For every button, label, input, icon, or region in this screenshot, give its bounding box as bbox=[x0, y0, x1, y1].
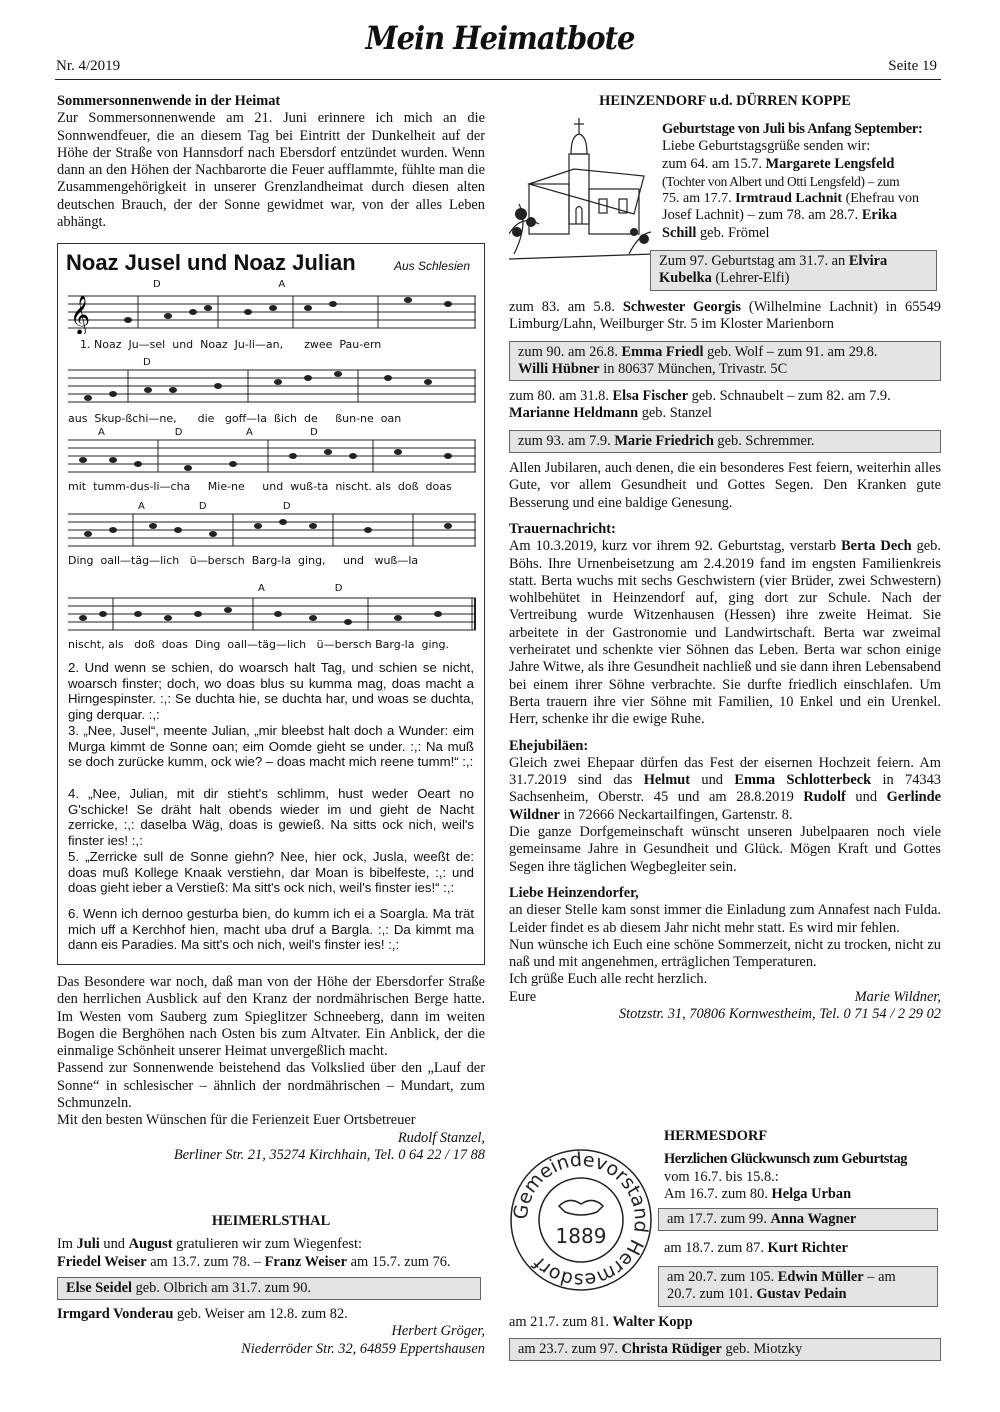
verse-4: 4. „Nee, Julian, mit dir stieht's schlimm, hust weder Oeart no G'schicke! Se dräht halt obends wieder im und gieht de Nacht zerricke, :,: daselba Wäg, doas is gewieß. Na sitts ock nich, weil's finster ies! :,: bbox=[68, 786, 474, 848]
after-song-section bbox=[57, 974, 485, 1164]
birthdays-line-4: Josef Lachnit) – zum 78. am 28.7. Erika bbox=[662, 207, 898, 224]
song-line-4: Ding oall—täg—lich ü—bersch Barg-la ging, und wuß—la bbox=[68, 554, 419, 567]
signature-address-3: Stotzstr. 31, 70806 Kornwestheim, Tel. 0 71 54 / 2 29 02 bbox=[618, 1005, 941, 1022]
after-paragraph-2: Passend zur Sonnenwende beistehend das Volkslied über den „Lauf der Sonne“ in schlesischer – ähnlich der nordmährischen – Mundart, zum Schmunzeln. bbox=[57, 1060, 485, 1112]
song-source: Aus Schlesien bbox=[393, 259, 470, 273]
heimerlsthal-line: Friedel Weiser am 13.7. zum 78. – Franz Weiser am 15.7. zum 76. bbox=[57, 1253, 451, 1270]
song-line-5: nischt, als doß doas Ding oall—täg—lich ü—bersch Barg-la ging. bbox=[68, 638, 449, 651]
after-paragraph-3: Mit den besten Wünschen für die Ferienzeit Euer Ortsbetreuer bbox=[57, 1112, 416, 1129]
seal-year: 1889 bbox=[555, 1224, 607, 1248]
hermesdorf-highlight-1: am 17.7. zum 99. Anna Wagner bbox=[658, 1208, 938, 1231]
hermesdorf-kopp: am 21.7. zum 81. Walter Kopp bbox=[509, 1314, 693, 1330]
ehe-text-2: Die ganze Dorfgemeinschaft wünscht unseren Jubelpaaren noch viele gemeinsame Jahre in Gesundheit und Glück. Mögen Kraft und Gottes Segen ihre täglichen Wegbegleiter sein. bbox=[509, 824, 941, 875]
ehe-title: Ehejubiläen: bbox=[509, 737, 589, 754]
chords-5: A D bbox=[258, 583, 343, 594]
song-box bbox=[57, 243, 485, 965]
hermesdorf-range: vom 16.7. bis 15.8.: bbox=[664, 1168, 779, 1185]
verse-5: 5. „Zerricke sull de Sonne giehn? Nee, hier ock, Jusla, weeßt de: doas muß Kollege Knaak verstiehn, dar Moan is bibelfeste, :,: und doas gieht ieber a Verstieß: Ma sitt's ock nich, weil's finster ies!“ :,: bbox=[68, 849, 474, 896]
birthdays-line-3: 75. am 17.7. Irmtraud Lachnit (Ehefrau von bbox=[662, 191, 920, 207]
sommer-section bbox=[57, 93, 485, 231]
page-number: Seite 19 bbox=[888, 58, 937, 74]
highlight-box-3: zum 93. am 7.9. Marie Friedrich geb. Schremmer. bbox=[509, 430, 941, 453]
birthdays-line-5: Schill geb. Frömel bbox=[662, 224, 770, 241]
jubilare-text: Allen Jubilaren, auch denen, die ein besonderes Fest feiern, weiterhin alles Gute, vor allem Gesundheit und Gottes Segen. Den Kranken gute Besserung und eine baldige Genesung. bbox=[509, 460, 941, 511]
chords-1: D A bbox=[153, 279, 286, 290]
staff-5 bbox=[68, 590, 476, 636]
song-title: Noaz Jusel und Noaz Julian bbox=[66, 250, 356, 275]
trauer-text: Am 10.3.2019, kurz vor ihrem 92. Geburtstag, verstarb Berta Dech geb. Böhs. Ihre Urnenbeisetzung am 2.4.2019 fand im engsten Familienkreis statt. Berta wuchs mit sechs Geschwistern (vier Brüder, zwei Schwestern) wohlbehütet in Heinzendorf auf, ging dort zur Schule. Nach der Vertreibung wurde Witzenhausen (Hessen) ihre zweite Heimat. Sie arbeitete in der Gastronomie und Landwirtschaft. Berta war zweimal verheiratet und schenkte vier Söhnen das Leben. Berta war schon einige Jahre Witwe, als ihre Gesundheit nachließ und sie dann ihren Lebensabend bei einem ihrer Söhne verbrachte. Sie durfte friedlich einschlafen. Um Berta trauern ihre vier Söhne mit Familien, 10 Enkel und ein Urenkel. Herr, schenke ihr die ewige Ruhe. bbox=[509, 538, 941, 728]
hermesdorf-highlight-3: am 23.7. zum 97. Christa Rüdiger geb. Miotzky bbox=[509, 1338, 941, 1361]
liebe-p1: an dieser Stelle kam sonst immer die Einladung zum Annafest nach Fulda. Leider findet es ab diesem Jahr nicht mehr statt. Es wird mir fehlen. bbox=[509, 902, 941, 936]
highlight-box-1: Zum 97. Geburtstag am 31.7. an Elvira Kubelka (Lehrer-Elfi) bbox=[650, 250, 937, 291]
hermesdorf-section bbox=[664, 1128, 944, 1203]
trauer-title: Trauernachricht: bbox=[509, 520, 616, 537]
hermesdorf-richter: am 18.7. zum 87. Kurt Richter bbox=[664, 1240, 848, 1256]
birthdays-line-2: (Tochter von Albert und Otti Lengsfeld) – zum bbox=[662, 173, 900, 189]
liebe-p2: Nun wünsche ich Euch eine schöne Sommerzeit, nicht zu trocken, nicht zu naß und mit angenehmen, erträglichen Temperaturen. bbox=[509, 936, 941, 971]
heimerlsthal-line-2: Irmgard Vonderau geb. Weiser am 12.8. zum 82. bbox=[57, 1306, 348, 1323]
staff-2 bbox=[68, 362, 476, 408]
masthead-logo: Mein Heimatbote bbox=[365, 19, 635, 57]
chords-3: A D A D bbox=[98, 427, 318, 438]
heinzendorf-birthdays bbox=[662, 121, 942, 242]
birthdays-intro: Liebe Geburtstagsgrüße senden wir: bbox=[662, 138, 871, 155]
ehe-text: Gleich zwei Ehepaar dürfen das Fest der eisernen Hochzeit feiern. Am 31.7.2019 sind das Helmut und Emma Schlotterbeck in 74343 Sachsenheim, Oberstr. 45 und am 28.8.2019 Rudolf und Gerlinde Wildner in 72666 Neckartailfingen, Gartenstr. 8. bbox=[509, 754, 942, 823]
church-illustration bbox=[509, 114, 654, 264]
staff-1 bbox=[68, 288, 476, 334]
song-line-2: aus Skup-ßchi—ne, die goff—la ßich de ßun-ne oan bbox=[68, 412, 402, 425]
hermesdorf-highlight-2: am 20.7. zum 105. Edwin Müller – am 20.7. zum 101. Gustav Pedain bbox=[658, 1266, 938, 1307]
gemeindevorstand-seal bbox=[509, 1148, 654, 1293]
song-line-1: 1. Noaz Ju—sel und Noaz Ju-li—an, zwee Pau-ern bbox=[80, 338, 382, 351]
heimerlsthal-highlight: Else Seidel geb. Olbrich am 31.7. zum 90. bbox=[57, 1277, 481, 1300]
heimerlsthal-section bbox=[57, 1213, 485, 1358]
chords-2: D bbox=[143, 357, 151, 368]
birthday-georgis: zum 83. am 5.8. Schwester Georgis (Wilhelmine Lachnit) in 65549 Limburg/Lahn, Weilburger Str. 5 im Kloster Marienborn bbox=[509, 299, 941, 333]
after-paragraph-1: Das Besondere war noch, daß man von der Höhe der Ebersdorfer Straße den herrlichen Ausblick auf den Kranz der nordmährischen Berge hatte. Im Westen vom Sauberg zum Spieglitzer Schneeberg, dann im weiten Bogen die Berghöhen nach Osten bis zum Altvater. Ein Anblick, der die einmalige Schönheit unserer Heimat unvergeßlich macht. bbox=[57, 974, 485, 1060]
staff-3 bbox=[68, 432, 476, 478]
verse-2: 2. Und wenn se schien, do woarsch halt Tag, und schien se nicht, woarsch finster; doch, wo doas blus su kumma mag, doas macht a Hirngespinster. :,: Se duchta hie, se duchta har, und woas se duchta, ging derquar. :,: bbox=[68, 660, 474, 722]
hermesdorf-heading: Herzlichen Glückwunsch zum Geburtstag bbox=[664, 1151, 908, 1168]
heimerlsthal-intro: Im Juli und August gratulieren wir zum Wiegenfest: bbox=[57, 1236, 362, 1253]
eure-line: Eure Marie Wildner, bbox=[509, 988, 941, 1005]
seal-ring-text: Gemeindevorstand Hermesdorf bbox=[509, 1148, 653, 1292]
sommer-text: Zur Sommersonnenwende am 21. Juni erinnere ich mich an die Sonnwendfeuer, die an diesem Tag bei Eintritt der Dunkelheit auf der Höhe der Straße von Hannsdorf nach Ebersdorf entzündet wurden. Wenn dann an den Höhen der Nachbarorte die Feuer aufflammte, fühlte man die Zusammengehörigkeit in unserer Grenzlandheimat durch diesen alten deutschen Brauch, der der Sonne gewidmet war, von der alles Leben abhängt. bbox=[57, 110, 485, 231]
birthday-fischer: zum 80. am 31.8. Elsa Fischer geb. Schnaubelt – zum 82. am 7.9. Marianne Heldmann geb. Stanzel bbox=[509, 388, 891, 422]
liebe-p3: Ich grüße Euch alle recht herzlich. bbox=[509, 971, 708, 988]
chords-4: A D D bbox=[138, 501, 291, 512]
svg-text:Gemeindevorstand Hermesdorf bbox=[510, 1149, 653, 1291]
heimerlsthal-title: HEIMERLSTHAL bbox=[211, 1213, 331, 1229]
birthdays-line-1: zum 64. am 15.7. Margarete Lengsfeld bbox=[662, 155, 895, 172]
song-line-3: mit tumm-dus-li—cha Mie-ne und wuß-ta nischt. als doß doas bbox=[68, 480, 452, 493]
staff-4 bbox=[68, 506, 476, 552]
birthdays-heading: Geburtstage von Juli bis Anfang September: bbox=[662, 121, 923, 137]
signature-name-1: Rudolf Stanzel, bbox=[397, 1129, 485, 1146]
heinzendorf-list bbox=[509, 299, 941, 1023]
verse-6: 6. Wenn ich dernoo gesturba bien, do kumm ich ei a Soargla. Ma trät mich uff a Kerchhof hien, macht uba druf a Bargla. :,: Da kimmt ma dann eis Paradies. Ma sitt's och nich, weil's finster ies! :,: bbox=[68, 906, 474, 953]
liebe-title: Liebe Heinzendorfer, bbox=[509, 884, 639, 901]
hermesdorf-urban: Am 16.7. zum 80. Helga Urban bbox=[664, 1185, 852, 1202]
sommer-title: Sommersonnenwende in der Heimat bbox=[57, 93, 281, 109]
highlight-box-2: zum 90. am 26.8. Emma Friedl geb. Wolf – zum 91. am 29.8. Willi Hübner in 80637 München, Trivastr. 5C bbox=[509, 341, 941, 382]
signature-name-2: Herbert Gröger, bbox=[391, 1323, 485, 1340]
signature-address-2: Niederröder Str. 32, 64859 Eppertshausen bbox=[241, 1340, 485, 1357]
heinzendorf-title: HEINZENDORF u.d. DÜRREN KOPPE bbox=[599, 93, 851, 109]
svg-text:𝄞: 𝄞 bbox=[70, 295, 91, 334]
verse-3: 3. „Nee, Jusel“, meente Julian, „mir bleebst halt doch a Wunder: eim Murga kimmt de Sonne oan; eim Oomde gieht se under. :,: Na muß se doch zurücke kumm, ock wie? – doas macht mich reene tumm!“ :,: bbox=[68, 723, 474, 770]
hermesdorf-title: HERMESDORF bbox=[664, 1128, 768, 1144]
header-rule bbox=[55, 79, 941, 80]
signature-address-1: Berliner Str. 21, 35274 Kirchhain, Tel. 0 64 22 / 17 88 bbox=[173, 1146, 485, 1163]
issue-number: Nr. 4/2019 bbox=[56, 58, 121, 74]
